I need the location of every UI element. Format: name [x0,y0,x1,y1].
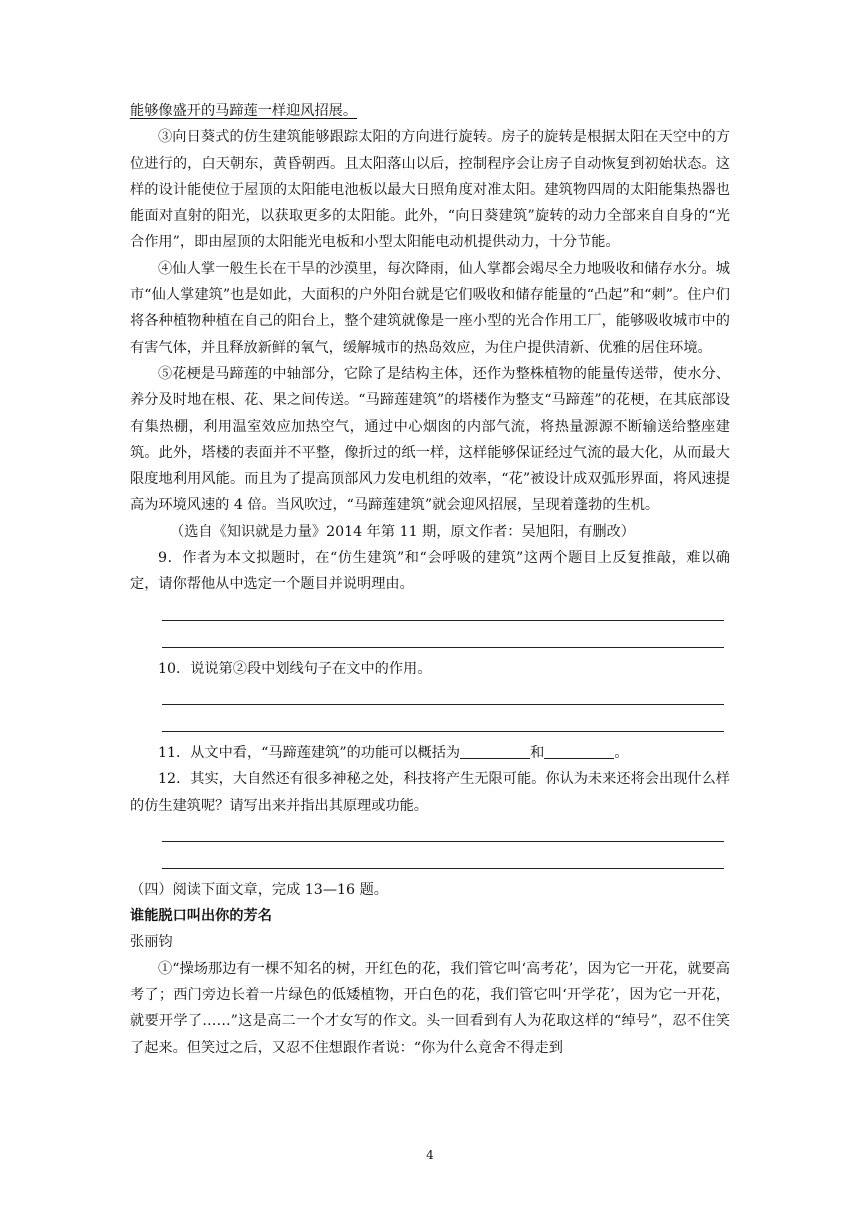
question-10: 10．说说第②段中划线句子在文中的作用。 [158,660,432,677]
question-11-and: 和 [530,744,545,761]
intro-line [130,98,730,124]
document-body [130,98,730,1061]
paragraph-3: ③向日葵式的仿生建筑能够跟踪太阳的方向进行旋转。房子的旋转是根据太阳在天空中的方位进行的，白天朝东，黄昏朝西。且太阳落山以后，控制程序会让房子自动恢复到初始状态。这样的设计能使位于屋顶的太阳能电池板以最大日照角度对准太阳。建筑物四周的太阳能集热器也能面对直射的阳光，以获取更多的太阳能。此外，“向日葵建筑”旋转的动力全部来自自身的“光合作用”，即由屋顶的太阳能光电板和小型太阳能电动机提供动力，十分节能。 [130,129,730,251]
question-11 [130,740,730,766]
paragraph-4: ④仙人掌一般生长在干旱的沙漠里，每次降雨，仙人掌都会竭尽全力地吸收和储存水分。城市“仙人掌建筑”也是如此，大面积的户外阳台就是它们吸收和储存能量的“凸起”和“刺”。住户们将各种植物种植在自己的阳台上，整个建筑就像是一座小型的光合作用工厂，能够吸收城市中的有害气体，并且释放新鲜的氧气，缓解城市的热岛效应，为住户提供清新、优雅的居住环境。 [130,260,730,356]
blank-1[interactable] [460,744,530,759]
answer-line[interactable] [130,709,730,736]
article-paragraph-1: ①“操场那边有一棵不知名的树，开红色的花，我们管它叫‘高考花’，因为它一开花，就要高考了；西门旁边长着一片绿色的低矮植物，开白色的花，我们管它叫‘开学花’，因为它一开花，就要开学了……”这是高二一个才女写的作文。头一回看到有人为花取这样的“绰号”，忍不住笑了起来。但笑过之后，又忍不住想跟作者说：“你为什么竟舍不得走到 [130,960,730,1056]
article-author: 张丽钧 [130,934,173,951]
section-4-heading: （四）阅读下面文章，完成 13—16 题。 [130,881,388,898]
blank-2[interactable] [544,744,614,759]
answer-line[interactable] [130,682,730,709]
answer-line[interactable] [130,625,730,652]
page-number: 4 [426,1148,434,1162]
article-title: 谁能脱口叫出你的芳名 [130,908,272,925]
source-citation: （选自《知识就是力量》2014 年第 11 期，原文作者：吴旭阳，有删改） [170,523,635,540]
question-11-text: 11．从文中看，“马蹄莲建筑”的功能可以概括为 [158,744,461,761]
question-11-end: 。 [614,744,629,761]
answer-line[interactable] [130,846,730,873]
answer-line[interactable] [130,598,730,625]
question-9: 9．作者为本文拟题时，在“仿生建筑”和“会呼吸的建筑”这两个题目上反复推敲，难以确定，请你帮他从中选定一个题目并说明理由。 [130,550,730,593]
answer-line[interactable] [130,819,730,846]
underlined-sentence: 能够像盛开的马蹄莲一样迎风招展。 [130,103,358,119]
question-12: 12．其实，大自然还有很多神秘之处，科技将产生无限可能。你认为未来还将会出现什么样的仿生建筑呢？请写出来并指出其原理或功能。 [130,771,730,814]
paragraph-5: ⑤花梗是马蹄莲的中轴部分，它除了是结构主体，还作为整株植物的能量传送带，使水分、养分及时地在根、花、果之间传送。“马蹄莲建筑”的塔楼作为整支“马蹄莲”的花梗，在其底部设有集热棚，利用温室效应加热空气，通过中心烟囱的内部气流，将热量源源不断输送给整座建筑。此外，塔楼的表面并不平整，像折过的纸一样，这样能够保证经过气流的最大化，从而最大限度地利用风能。而且为了提高顶部风力发电机组的效率，“花”被设计成双弧形界面，将风速提高为环境风速的 4 倍。当风吹过，“马蹄莲建筑”就会迎风招展，呈现着蓬勃的生机。 [130,365,730,514]
